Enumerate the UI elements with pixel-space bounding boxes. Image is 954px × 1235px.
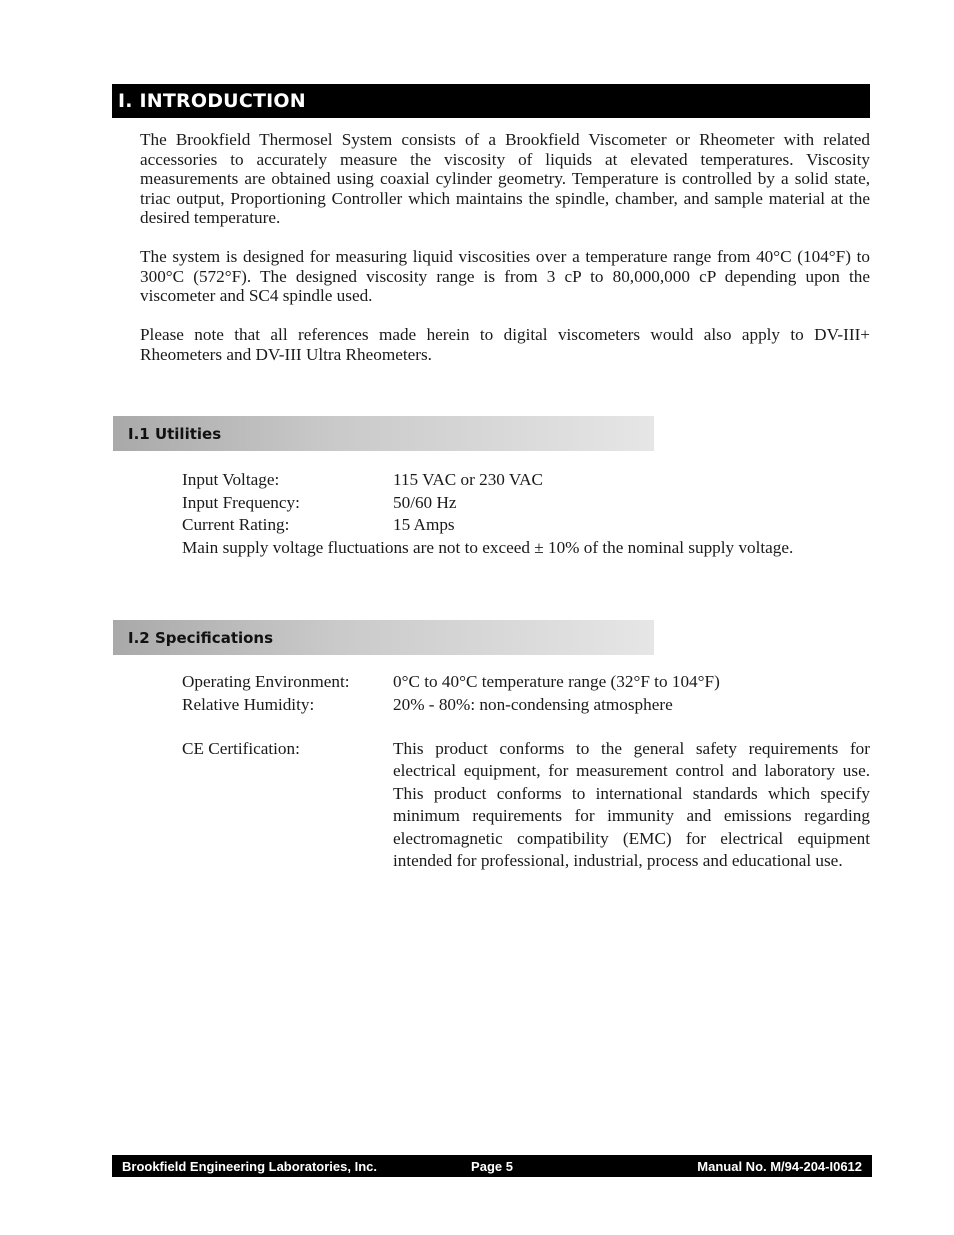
row-value: 115 VAC or 230 VAC <box>393 470 543 489</box>
specifications-list <box>182 671 872 716</box>
intro-paragraph-1: The Brookfield Thermosel System consists of a Brookfield Viscometer or Rheometer with related accessories to accurately measure the viscosity of liquids at elevated temperatures. Viscosity measurements are obtained using coaxial cylinder geometry. Temperature is controlled by a solid state, triac output, Proportioning Controller which maintains the spindle, chamber, and sample material at the desired temperature. <box>140 130 870 227</box>
footer-manual-number: Manual No. M/94-204-I0612 <box>697 1158 863 1174</box>
section-heading-text: I. INTRODUCTION <box>118 90 306 112</box>
row-label: Current Rating: <box>182 515 290 535</box>
utility-row-input-voltage <box>182 469 872 492</box>
utility-row-input-frequency <box>182 492 872 515</box>
page-footer <box>112 1155 872 1177</box>
ce-certification-text: This product conforms to the general safety requirements for electrical equipment, for measurement control and laboratory use. This product conforms to international standards which specify minimum requirements for immunity and emissions regarding electromagnetic compatibility (EMC) for electrical equipment intended for professional, industrial, process and educational use. <box>393 739 870 871</box>
row-value: 20% - 80%: non-condensing atmosphere <box>393 694 673 714</box>
utilities-list <box>182 469 872 559</box>
row-label: Relative Humidity: <box>182 694 315 714</box>
ce-certification <box>182 738 870 872</box>
row-label: Input Voltage: <box>182 470 280 489</box>
utility-row-current-rating <box>182 514 872 537</box>
intro-paragraph-2: The system is designed for measuring liquid viscosities over a temperature range from 40°C (104°F) to 300°C (572°F). The designed viscosity range is from 3 cP to 80,000,000 cP depending upon the viscometer and SC4 spindle used. <box>140 247 870 305</box>
row-value: 15 Amps <box>393 515 455 535</box>
row-label: Operating Environment: <box>182 672 350 691</box>
ce-certification-label: CE Certification: <box>182 739 300 758</box>
row-value: 50/60 Hz <box>393 492 457 512</box>
row-value: 0°C to 40°C temperature range (32°F to 104°F) <box>393 672 720 691</box>
utilities-note: Main supply voltage fluctuations are not to exceed ± 10% of the nominal supply voltage. <box>182 537 794 557</box>
section-heading-introduction <box>112 84 870 118</box>
footer-company: Brookfield Engineering Laboratories, Inc. <box>122 1158 377 1174</box>
spec-row-relative-humidity <box>182 694 872 717</box>
subsection-heading-utilities <box>113 416 654 451</box>
spec-row-operating-environment <box>182 671 872 694</box>
subsection-heading-text: I.2 Specifications <box>128 628 274 647</box>
introduction-body <box>140 130 870 384</box>
subsection-heading-specifications <box>113 620 654 655</box>
row-label: Input Frequency: <box>182 492 300 512</box>
footer-page-number: Page 5 <box>471 1158 513 1174</box>
subsection-heading-text: I.1 Utilities <box>128 424 222 443</box>
intro-paragraph-3: Please note that all references made herein to digital viscometers would also apply to DV-III+ Rheometers and DV-III Ultra Rheometers. <box>140 325 870 364</box>
